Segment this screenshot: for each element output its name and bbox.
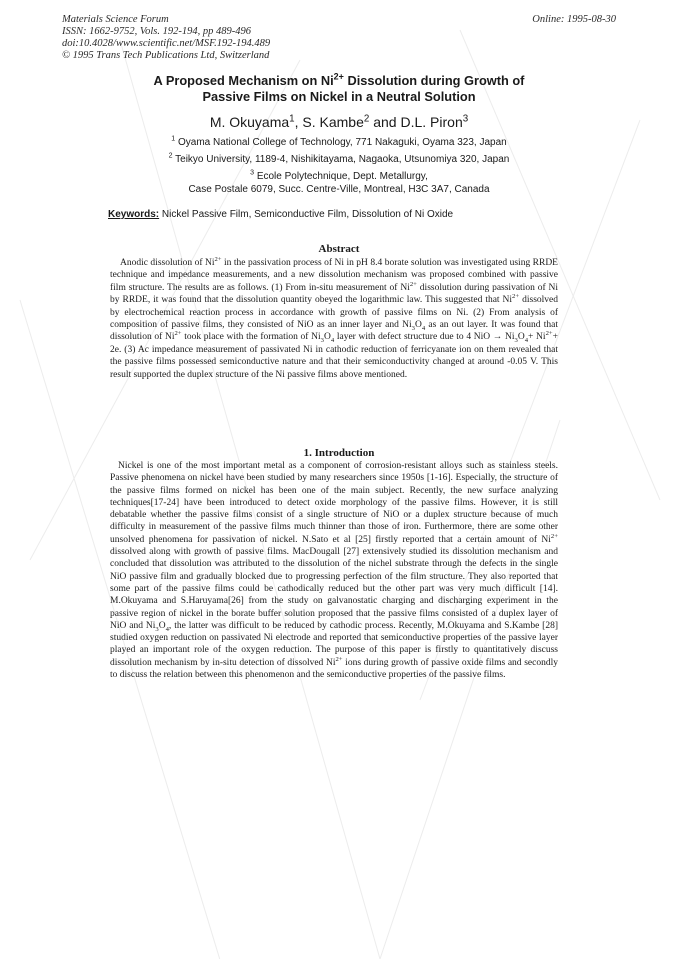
paper-title [60, 73, 618, 105]
keywords [108, 209, 618, 220]
abstract-heading: Abstract [318, 243, 360, 255]
introduction-body: Nickel is one of the most important metal as a component of corrosion-resistant alloys such as stainless steels. Passive phenomena on nickel have been studied by many researchers since 1950s [1-16]. Especially, the structure of the passive films formed on nickel has been one of the main subject. Recently, the new surface analyzing techniques[17-24] have been introduced to detect oxide morphology of the passive films. However, it is still debatable whether the passive films consist of a single structure of NiO or a duplex structure because of much difficulty in measurement of the passive films much thinner than those of iron. Furthermore, there are some other unsolved phenomena for passivation of nickel. N.Sato et al [25] firstly reported that a certain amount of $Ni^{2+}$ dissolved along with growth of passive films. MacDougall [27] extensively studied its dissolution mechanism and concluded that dissolution was attributed to the dissolution of the nichel substrate through the defects in the single NiO passive film and gradually blocked due to progressing perfection of the film structure. They also reported that some part of the passive films could be cathodically reduced but the other part was very much difficult [14]. M.Okuyama and S.Haruyama[26] from the study on galvanostatic charging and discharging experiment in the passive region of nickel in the borate buffer solution proposed that the passive films consisted of a duplex layer of NiO and $Ni_3O_4$, the latter was difficult to be reduced by cathodic process. Recently, M.Okuyama and S.Kambe [28] studied oxygen reduction on passivated Ni electrode and reported that semiconductive properties of the passive layer played an important role of the oxygen reduction. The purpose of this paper is firstly to quantitatively discuss dissolution mechanism by in-situ detection of dissolved $Ni^{2+}$ ions during growth of passive oxide films and secondly to discuss the relation between this phenomenon and the semiconductive properties of the passive films. [110, 461, 559, 681]
author-affiliation-mark: 3 [462, 113, 469, 125]
keywords-label: Keywords: [108, 209, 160, 220]
author-name: M. Okuyama [209, 114, 290, 130]
keywords-text: Nickel Passive Film, Semiconductive Film, Dissolution of Ni Oxide [159, 209, 454, 220]
author-list [60, 114, 618, 130]
affiliation-text: Case Postale 6079, Succ. Centre-Ville, Montreal, H3C 3A7, Canada [188, 184, 490, 195]
affiliation-text: Oyama National College of Technology, 771 Nakaguki, Oyama 323, Japan [175, 137, 507, 148]
introduction-heading: 1. Introduction [303, 447, 375, 459]
author-name: D.L. Piron [400, 114, 463, 130]
affiliation-mark: 2 [168, 152, 173, 160]
copyright-line: © 1995 Trans Tech Publications Ltd, Switzerland [62, 50, 270, 61]
affiliation-1 [60, 136, 618, 149]
affiliation-mark: 1 [171, 135, 176, 143]
issn-line: ISSN: 1662-9752, Vols. 192-194, pp 489-496 [62, 26, 251, 37]
affiliation-2 [60, 153, 618, 166]
affiliation-text: Teikyo University, 1189-4, Nishikitayama, Nagaoka, Utsunomiya 320, Japan [172, 154, 510, 165]
author-name: S. Kambe [302, 114, 364, 130]
title-text: A Proposed Mechanism on Ni [153, 73, 334, 88]
author-separator: and [369, 114, 401, 130]
author-separator: , [294, 114, 303, 130]
online-date: Online: 1995-08-30 [532, 14, 616, 25]
journal-header [62, 14, 616, 62]
author-affiliation-mark: 1 [289, 113, 295, 125]
affiliation-mark: 3 [250, 169, 255, 177]
author-affiliation-mark: 2 [363, 113, 370, 125]
abstract-body: Anodic dissolution of $Ni^{2+}$ in the passivation process of Ni in pH 8.4 borate solution was investigated using RRDE technique and impedance measurements, and a new dissolution mechanism was proposed combined with passive film structure. The results are as follows. (1) From in-situ measurement of $Ni^{2+}$ dissolution during passivation of Ni by RRDE, it was found that the dissolution quantity obeyed the logarithmic law. This suggested that $Ni^{2+}$ dissolved by electrochemical reaction process in accordance with growth of passive films on Ni. (2) From analysis of composition of passive films, they consisted of NiO as an inner layer and $Ni_3O_4$ as an out layer. It was found that dissolution of $Ni^{2+}$ took place with the formation of $Ni_3O_4$ layer with defect structure due to 4 NiO → $Ni_3O_4+ Ni^{2+}+ 2e$. (3) Ac impedance measurement of passivated Ni in cathodic reduction of ferricyanate ion on them revealed that the passive films possessed semiconductive nature and that their semiconductivity changed at around -0.05 V. This result supported the duplex structure of the Ni passive films above mentioned. [110, 255, 559, 380]
title-superscript: 2+ [333, 71, 344, 82]
title-line-2: Passive Films on Nickel in a Neutral Solution [202, 89, 476, 104]
affiliation-3 [60, 170, 618, 196]
doi-line[interactable]: doi:10.4028/www.scientific.net/MSF.192-194.489 [62, 38, 271, 49]
affiliation-text: Ecole Polytechnique, Dept. Metallurgy, [254, 171, 428, 182]
journal-name: Materials Science Forum [62, 14, 169, 25]
title-text: Dissolution during Growth of [343, 73, 525, 88]
